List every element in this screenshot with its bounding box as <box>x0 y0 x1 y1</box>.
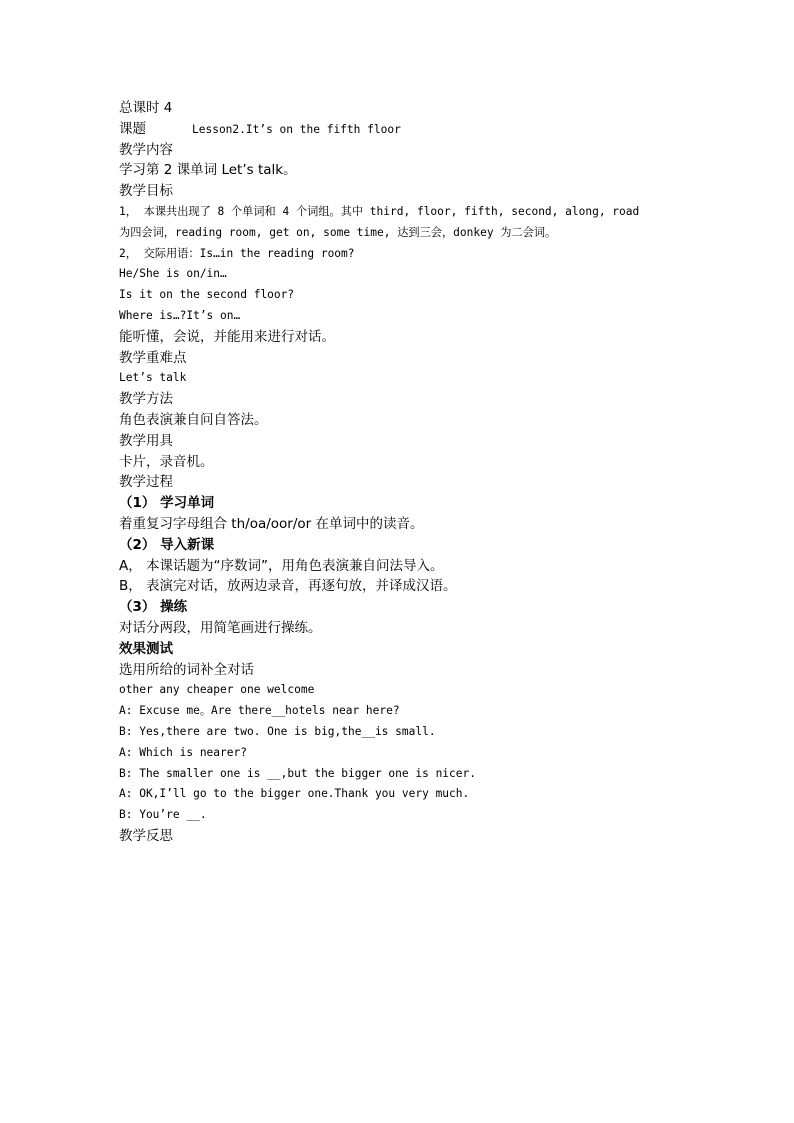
goal-1b: 为四会词，reading room, get on, some time, 达到三会，donkey 为二会词。 <box>119 225 557 239</box>
step-2-a: A， 本课话题为“序数词”，用角色表演兼自问法导入。 <box>119 557 444 574</box>
dialog-line-5: A: OK,I’ll go to the bigger one.Thank you very much. <box>119 787 470 801</box>
phrase-3: Where is…?It’s on… <box>119 308 241 322</box>
topic-value: Lesson2.It’s on the fifth floor <box>192 122 401 136</box>
reflection-heading: 教学反思 <box>119 827 173 844</box>
lesson-plan <box>119 98 719 847</box>
phrase-2: Is it on the second floor? <box>119 288 295 302</box>
method-heading: 教学方法 <box>119 391 173 408</box>
tools-text: 卡片，录音机。 <box>119 453 214 470</box>
tools-heading: 教学用具 <box>119 432 173 449</box>
content-heading: 教学内容 <box>119 141 173 158</box>
step-1-text: 着重复习字母组合 th/oa/oor/or 在单词中的读音。 <box>119 515 424 532</box>
phrase-1: He/She is on/in… <box>119 267 227 281</box>
goal-summary: 能听懂，会说，并能用来进行对话。 <box>119 328 335 345</box>
word-bank: other any cheaper one welcome <box>119 683 315 697</box>
key-text: Let’s talk <box>119 371 187 385</box>
step-2-heading: （2） 导入新课 <box>119 536 215 553</box>
dialog-line-2: B: Yes,there are two. One is big,the__is small. <box>119 724 436 738</box>
dialog-line-6: B: You’re __. <box>119 808 207 822</box>
goal-1a: 1， 本课共出现了 8 个单词和 4 个词组。其中 third, floor, fifth, second, along, road <box>119 204 640 218</box>
dialog-line-4: B: The smaller one is __,but the bigger one is nicer. <box>119 766 476 780</box>
key-heading: 教学重难点 <box>119 349 187 366</box>
process-heading: 教学过程 <box>119 474 173 491</box>
goals-heading: 教学目标 <box>119 183 173 200</box>
step-1-heading: （1） 学习单词 <box>119 495 215 512</box>
content-text: 学习第 2 课单词 Let’s talk。 <box>119 162 297 179</box>
topic-row <box>119 119 719 140</box>
dialog-line-3: A: Which is nearer? <box>119 745 247 759</box>
step-2-b: B， 表演完对话，放两边录音，再逐句放，并译成汉语。 <box>119 578 457 595</box>
step-3-heading: （3） 操练 <box>119 599 188 616</box>
goal-2: 2， 交际用语：Is…in the reading room? <box>119 246 355 260</box>
total-lessons: 总课时 4 <box>119 100 173 116</box>
step-3-text: 对话分两段，用简笔画进行操练。 <box>119 619 322 636</box>
topic-label: 课题 <box>119 120 146 137</box>
test-instruction: 选用所给的词补全对话 <box>119 661 254 678</box>
test-heading: 效果测试 <box>119 640 173 657</box>
method-text: 角色表演兼自问自答法。 <box>119 411 268 428</box>
dialog-line-1: A: Excuse me。Are there__hotels near here? <box>119 704 400 718</box>
